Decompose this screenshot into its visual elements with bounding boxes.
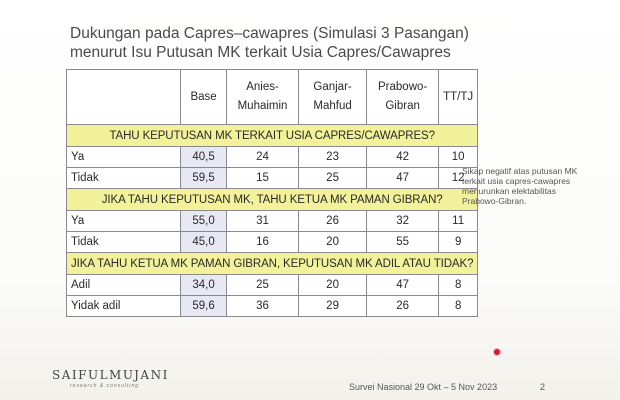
header-base: Base [180, 70, 226, 125]
cell-base: 40,5 [180, 147, 226, 168]
cell-anies: 31 [227, 211, 299, 232]
cell-anies: 36 [227, 296, 299, 317]
header-prabowo-gibran [367, 70, 439, 125]
cell-anies: 16 [227, 232, 299, 253]
pointer-dot [494, 349, 500, 355]
cell-tttj: 11 [438, 211, 477, 232]
header-ganjar-line1: Ganjar- [313, 81, 352, 93]
cell-ganjar: 20 [298, 232, 367, 253]
page-number: 2 [540, 382, 546, 392]
cell-ganjar: 26 [298, 211, 367, 232]
header-anies-line1: Anies- [246, 81, 279, 93]
table-header-row [67, 70, 478, 125]
header-anies-muhaimin [227, 70, 299, 125]
cell-ganjar: 25 [298, 168, 367, 189]
cell-base: 45,0 [180, 232, 226, 253]
row-label: Ya [67, 211, 181, 232]
header-tt-tj: TT/TJ [438, 70, 477, 125]
logo-wordmark: SAIFULMUJANI [52, 368, 169, 382]
survey-footer: Survei Nasional 29 Okt – 5 Nov 2023 [349, 382, 498, 392]
logo-tagline: research & consulting [70, 383, 140, 389]
cell-anies: 24 [227, 147, 299, 168]
section-header-row [67, 253, 478, 275]
header-prabowo-line1: Prabowo- [378, 81, 428, 93]
cell-ganjar: 20 [298, 275, 367, 296]
cell-prabowo: 47 [367, 168, 439, 189]
cell-prabowo: 47 [367, 275, 439, 296]
header-prabowo-line2: Gibran [385, 100, 420, 112]
header-empty-cell [67, 70, 181, 125]
cell-base: 59,6 [180, 296, 226, 317]
row-label: Ya [67, 147, 181, 168]
table-row [67, 168, 478, 189]
section-title: TAHU KEPUTUSAN MK TERKAIT USIA CAPRES/CAWAPRES? [67, 125, 478, 147]
slide-title [70, 24, 550, 62]
section-title: JIKA TAHU KEPUTUSAN MK, TAHU KETUA MK PAMAN GIBRAN? [67, 189, 478, 211]
row-label: Yidak adil [67, 296, 181, 317]
row-label: Adil [67, 275, 181, 296]
cell-base: 59,5 [180, 168, 226, 189]
table-row [67, 275, 478, 296]
row-label: Tidak [67, 168, 181, 189]
header-anies-line2: Muhaimin [237, 100, 288, 112]
cell-prabowo: 26 [367, 296, 439, 317]
cell-tttj: 9 [438, 232, 477, 253]
cell-anies: 25 [227, 275, 299, 296]
section-header-row [67, 189, 478, 211]
table-row [67, 232, 478, 253]
table-row [67, 147, 478, 168]
cell-prabowo: 32 [367, 211, 439, 232]
cell-prabowo: 42 [367, 147, 439, 168]
cell-base: 34,0 [180, 275, 226, 296]
header-ganjar-line2: Mahfud [313, 100, 352, 112]
table-row [67, 211, 478, 232]
cell-base: 55,0 [180, 211, 226, 232]
cell-ganjar: 29 [298, 296, 367, 317]
section-header-row [67, 125, 478, 147]
cell-tttj: 8 [438, 275, 477, 296]
section-title: JIKA TAHU KETUA MK PAMAN GIBRAN, KEPUTUSAN MK ADIL ATAU TIDAK? [67, 253, 478, 275]
cell-tttj: 10 [438, 147, 477, 168]
cell-prabowo: 55 [367, 232, 439, 253]
cell-tttj: 8 [438, 296, 477, 317]
title-line-1: Dukungan pada Capres–cawapres (Simulasi 3 Pasangan) [70, 25, 469, 42]
table-row [67, 296, 478, 317]
header-ganjar-mahfud [298, 70, 367, 125]
title-line-2: menurut Isu Putusan MK terkait Usia Capres/Cawapres [70, 44, 451, 61]
results-table [66, 69, 478, 317]
cell-ganjar: 23 [298, 147, 367, 168]
cell-anies: 15 [227, 168, 299, 189]
cell-tttj: 12 [438, 168, 477, 189]
side-note: Sikap negatif atas putusan MK terkait usia capres-cawapres menurunkan elektabilitas Prabowo-Gibran. [462, 166, 578, 206]
row-label: Tidak [67, 232, 181, 253]
